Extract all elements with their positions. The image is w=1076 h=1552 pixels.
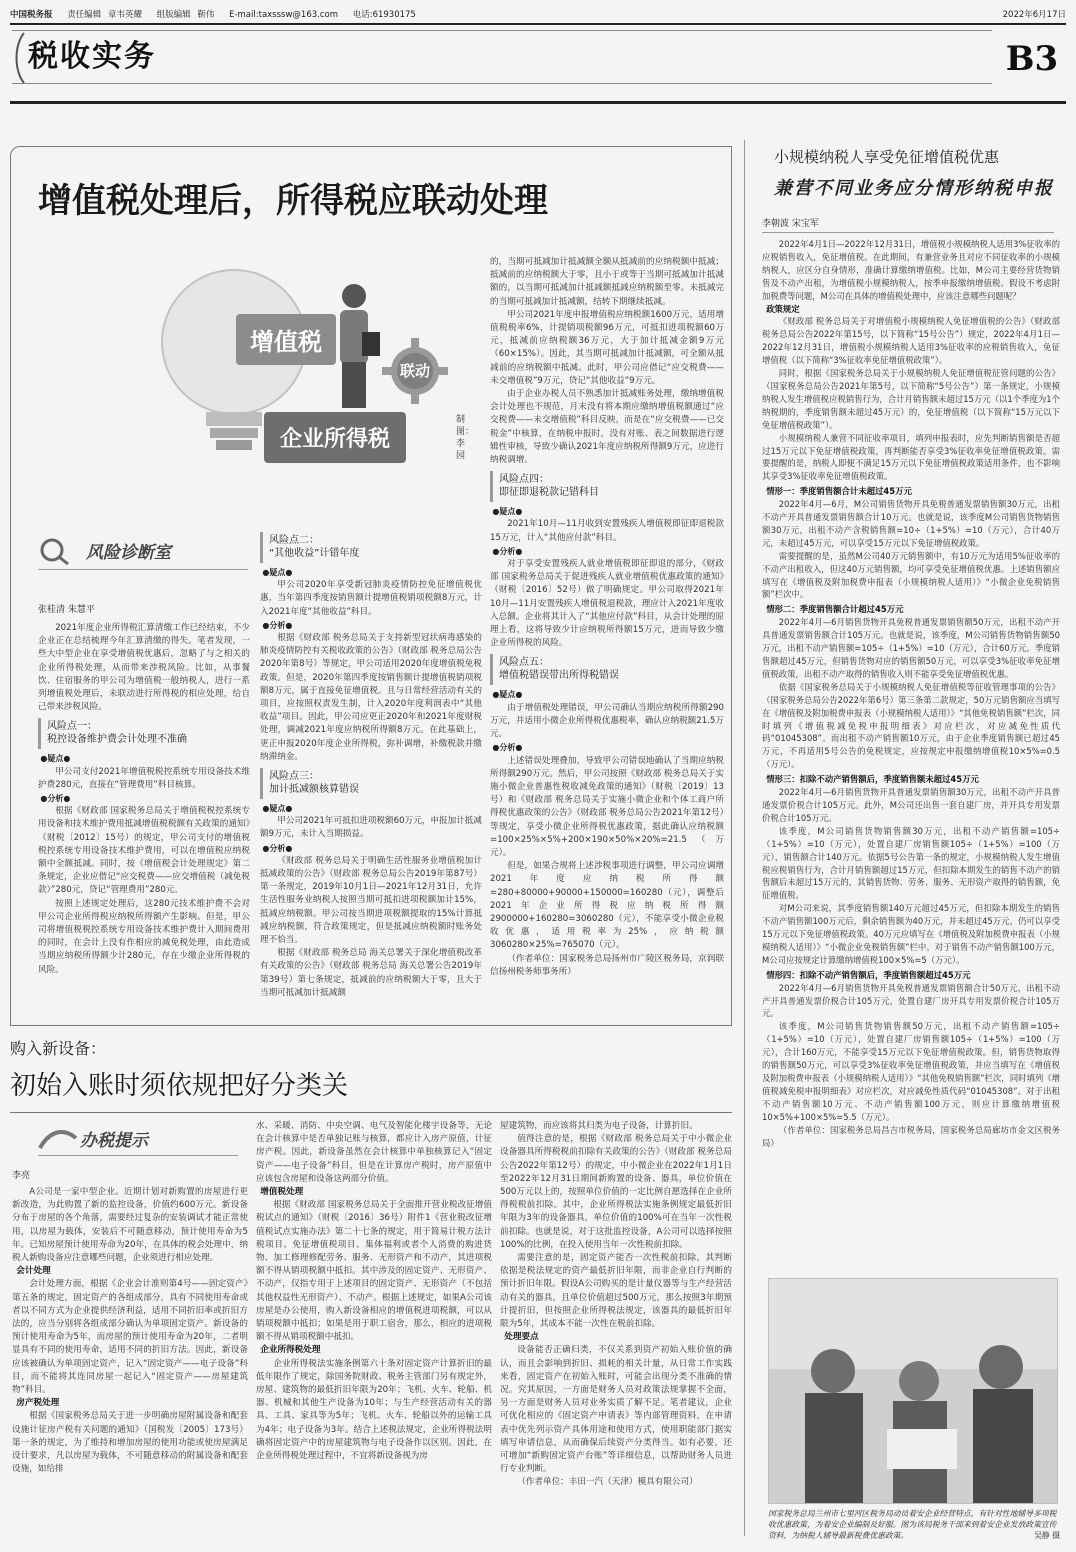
paragraph: 该季度，M公司销售货物销售额30万元，出租不动产销售额=105÷（1+5%）=10（万元），处置自建厂房销售额105÷（1+5%）=100（万元），销售额合计140万元。依据5号公告第一条的规定，小规模纳税人发生增值税应税销售行为，合计月销售额超过15万元，但扣除本期发生的销售不动产的销售额后未超过15万元的，其销售货物、劳务、服务、无形资产取得的销售额，免征增值税。 — [762, 825, 1060, 901]
section-tag: ●疑点● — [40, 754, 71, 764]
paragraph: 对M公司来说，其季度销售额140万元超过45万元，但扣除本期发生的销售不动产销售额100万元后，剩余销售额为40万元，并未超过45万元，仍可以享受15万元以下免征增值税政策。40万元应填写在《增值税及附加税费申报表（小规模纳税人适用）》“小微企业免税销售额”栏中。对于销售不动产销售额100万元，M公司应按规定计算缴纳增值税100×5%=5（万元）。 — [762, 903, 1060, 965]
paragraph: 由于企业办税人员不熟悉加计抵减账务处理，缴纳增值税会计处理也不规范，月末没有将本期应缴纳增值税额通过“应交税费——未交增值税”科目反映，而是在“应交税费——已交税金”中核算，在纳税申报时，没有对账、表之间数据进行逻辑性审核，导致少确认2021年度应纳税所得额9万元，应进行纳税调增。 — [490, 389, 724, 466]
paragraph: 上述错误处理叠加，导致甲公司错误地确认了当期应纳税所得额290万元。然后，甲公司按照《财政部 税务总局关于实施小微企业普惠性税收减免政策的通知》（财税〔2019〕13号）和《财政部 税务总局关于实施小微企业和个体工商户所得税优惠政策的公告》（财政部 税务总局公告2021年第12号）等规定，享受小微企业所得税优惠政策，据此确认应纳税额=100×25%×5%+200×190×50%×20%=21.5（万元）。 — [490, 755, 724, 858]
phone-text: 电话:61930175 — [352, 10, 416, 20]
paragraph: 甲公司支付2021年增值税税控系统专用设备技术维护费280元，直接在“管理费用”科目核算。 — [38, 766, 250, 790]
section-banner — [12, 30, 992, 84]
article1-column-1 — [38, 622, 250, 1022]
paragraph: 设备能否正确归类，不仅关系到资产初始入账价值的确认，而且会影响到折旧、损耗的相关计量，从日常工作实践来看，固定资产在初始入账时，可能会出现分类不准确的情况。究其原因，一方面是财务人员对政策法规掌握不全面，另一方面是财务人员对业务实质了解不足。笔者建议，企业可优化相应的《固定资产申请表》等内部管理资料，在申请表中优先列示资产具体用途和使用方式，使用职能部门据实填写申请信息，从而确保后续资产分类得当。如有必要，还可增加“新购固定资产台账”等详细信息，以帮助财务人员进行专业判断。 — [500, 1345, 732, 1475]
subheading: 增值税处理 — [260, 1187, 304, 1198]
brush-stroke-icon — [38, 1124, 78, 1154]
article1-illustration — [144, 262, 474, 472]
paragraph: 根据《财政部 税务总局 海关总署关于深化增值税改革有关政策的公告》（财政部 税务总局 海关总署公告2019年第39号）第七条规定，抵减前的应纳税额大于零，且大于当期可抵减加计抵减额 — [260, 948, 482, 998]
photo-credit: 吴静 摄 — [1034, 1531, 1060, 1540]
email-text: E-mail:taxsssw@163.com — [229, 10, 338, 20]
risk-point-heading: 风险点二： “其他收益”计错年度 — [260, 532, 482, 563]
paragraph: 对于享受安置残疾人就业增值税即征即退的部分，《财政部 国家税务总局关于促进残疾人就业增值税优惠政策的通知》（财税〔2016〕52号）做了明确规定。甲公司取得2021年10月—11月安置残疾人增值税退税款，理应计入2021年度收入总额。企业将其计入了“其他应付款”科目，从会计处理的原理上看，这将导致少计应纳税所得额15万元，进而导致少缴企业所得税的风险。 — [490, 559, 724, 649]
page-number: B3 — [1005, 39, 1059, 79]
section-tag: ●疑点● — [262, 804, 293, 814]
scenario-heading: 情形四：扣除不动产销售额后，季度销售额超过45万元 — [766, 969, 971, 980]
vat-label: 增值税 — [236, 314, 336, 365]
paragraph: 同时，根据《国家税务总局关于小规模纳税人免征增值税征管问题的公告》（国家税务总局公告2021年第5号，以下简称“5号公告”）第一条规定，小规模纳税人发生增值税应税销售行为，合计月销售额未超过15万元（以1个季度为1个纳税期的，季度销售额未超过45万元）的，免征增值税（以下简称“15万元以下免征增值税政策”）。 — [762, 368, 1060, 430]
paragraph: 甲公司2020年享受新冠肺炎疫情防控免征增值税优惠，当年第四季度按销售额计提增值税销项税额8万元，计入2021年度“其他收益”科目。 — [260, 580, 482, 617]
paragraph: （作者单位：丰田一汽（天津）模具有限公司） — [517, 1477, 698, 1488]
paragraph: 2022年4月—6月销售货物开具免税普通发票销售额合计50万元，出租不动产开具普通发票价税合计105万元，处置自建厂房开具专用发票价税合计105万元。 — [762, 982, 1060, 1019]
paragraph: 根据《财政部 国家税务总局关于全面推开营业税改征增值税试点的通知》（财税〔2016〕36号）附件1《营业税改征增值税试点实施办法》第二十七条的规定，用于简易计税方法计税项目、免征增值税项目、集体福利或者个人消费的购进货物、加工修理修配劳务、服务、无形资产和不动产，其进项税额不得从销项税额中抵扣。其中涉及的固定资产、无形资产、不动产，仅指专用于上述项目的固定资产、无形资产（不包括其他权益性无形资产）、不动产。根据上述规定，如果A公司该房屋是办公使用，购入新设备相应的增值税进项税额，可以从销项税额中抵扣；如果是用于职工宿舍，那么，相应的进项税额不得从销项税额中抵扣。 — [256, 1200, 492, 1343]
article3-column-1 — [12, 1186, 248, 1544]
article3-column-2 — [256, 1120, 492, 1544]
risk-point-heading: 风险点三： 加计抵减额核算错误 — [260, 768, 482, 799]
risk-point-heading: 风险点一： 税控设备维护费会计处理不准确 — [38, 718, 250, 749]
section-tag: ●分析● — [492, 546, 523, 556]
issue-date: 2022年6月17日 — [1002, 10, 1066, 20]
paragraph: 需要提醒的是，虽然M公司40万元销售额中，有10万元为适用5%征收率的不动产出租收入，但这40万元销售额，均可享受免征增值税优惠。上述销售额应填写在《增值税及附加税费申报表（小规模纳税人适用）》“小微企业免税销售额”栏次中。 — [762, 550, 1060, 600]
article3-author: 李亮 — [12, 1171, 31, 1181]
paragraph: 根据《国家税务总局关于进一步明确房屋附属设备和配套设施计征房产税有关问题的通知》（国税发〔2005〕173号）第一条的规定，为了维持和增加房屋的使用功能或使房屋满足设计要求，凡以房屋为载体，不可随意移动的附属设备和配套设施，如给排 — [12, 1411, 248, 1475]
paragraph: 水、采暖、消防、中央空调、电气及智能化楼宇设备等，无论在会计核算中是否单独记账与核算，都应计入房产原值，计征房产税。因此，新设备虽然在会计核算中单独核算记入“固定资产——电子设备”科目，但是在计算房产税时，房产原值中应该包含房屋和设备这两部分价值。 — [256, 1121, 492, 1184]
article1-column-3 — [490, 256, 724, 1022]
paragraph: 屋建筑物，而应该将其归类为电子设备，计算折旧。 — [500, 1121, 698, 1131]
paragraph: 依据《国家税务总局关于小规模纳税人免征增值税等征收管理事项的公告》（国家税务总局公告2022年第6号）第三条第二款规定，50万元销售额应当填写在《增值税及附加税费申报表（小规模纳税人适用）》“其他免税销售额”栏次，同时填列《增值税减免税申报明细表》对应栏次，对应减免性质代码“01045308”。而出租不动产销售额10万元，由于企业季度销售额已超过45万元，不再适用5号公告的免税规定，应按规定申报缴纳增值税10×5%=0.5（万元）。 — [762, 681, 1060, 770]
businesswoman-figure — [322, 282, 392, 442]
header-bottom-rule — [10, 101, 1066, 104]
tax-officers-photo — [769, 1279, 1058, 1504]
section-tag: ●分析● — [262, 620, 293, 630]
magnifier-icon — [38, 536, 88, 566]
paragraph: 甲公司2021年可抵扣进项税额60万元，申报加计抵减额9万元，未计入当期损益。 — [260, 816, 482, 840]
article2-author: 李朝波 宋宝军 — [762, 219, 819, 229]
paragraph: 按照上述规定处理后，这280元技术维护费不会对甲公司企业所得税应纳税所得额产生影响。但是，甲公司将增值税税控系统专用设备技术维护费计入期间费用的同时，在会计上没有作相应的减免税处理，由此造成当期应纳税所得额少计280元，存在少缴企业所得税的风险。 — [38, 898, 250, 975]
paragraph: 2022年4月—6月销售货物开具免税普通发票销售额50万元，出租不动产开具普通发票销售额合计105万元。也就是说，该季度，M公司销售货物销售额50万元，出租不动产销售额=105÷（1+5%）=10（万元），合计60万元。季度销售额超过45万元，但销售货物对应的销售额50万元，可以享受3%征收率免征增值税政策，出租不动产取得的销售收入则不能享受免征增值税优惠。 — [762, 617, 1060, 679]
paragraph: 但是，如果合规将上述涉税事项进行调整，甲公司应调增2021年度应纳税所得额=280+80000+90000+150000=160280（元），调整后2021年企业所得税应纳税所得额2900000+160280=3060280（元），不能享受小微企业税收优惠，适用税率为25%，应纳税额3060280×25%=765070（元）。 — [490, 861, 724, 951]
paragraph: 根据《财政部 税务总局关于支持新型冠状病毒感染的肺炎疫情防控有关税收政策的公告》（财政部 税务总局公告2020年第8号）等规定，甲公司适用2020年度增值税免税政策。但是，2020年第四季度按销售额计提增值税销项税额8万元，属于直接免征增值税。且与日常经营活动有关的项目，应按照权责发生制，计入2020年度利润表中“其他收益”项目。因此，甲公司应更正2020年和2021年度财税处理，调减2021年度应纳税所得额8万元。在此基础上，更正申报2020年度企业所得税，弥补调增，补缴税款并缴纳滞纳金。 — [260, 633, 482, 762]
article1-headline: 增值税处理后，所得税应联动处理 — [38, 181, 548, 221]
scenario-heading: 情形二：季度销售额合计超过45万元 — [766, 604, 904, 615]
cit-label: 企业所得税 — [264, 412, 406, 463]
paragraph: A公司是一家中型企业。近期计划对新购置的房屋进行更新改造，为此购置了新的监控设备，价值约600万元。新设备分布于房屋的各个角落，需要经过复杂的安装调试才能正常使用，以房屋为载体，安装后不可随意移动，预计使用寿命为5年。已知房屋预计使用寿命为20年，在具体的税会处理中，纳税人新购设备应注意哪些问题，企业须进行相应处理。 — [12, 1187, 248, 1264]
editor-label: 责任编辑 — [67, 10, 102, 20]
section-tag: ●分析● — [40, 794, 71, 804]
article3-column-3 — [500, 1120, 732, 1544]
subheading: 政策规定 — [766, 303, 800, 314]
subheading: 房产税处理 — [16, 1398, 60, 1409]
paragraph: （作者单位：国家税务总局昌吉市税务局，国家税务总局廊坊市金文区税务局） — [762, 1124, 1060, 1148]
subheading: 企业所得税处理 — [260, 1345, 321, 1356]
section-title: 税收实务 — [28, 39, 156, 74]
risk-point-heading: 风险点四： 即征即退税款记错科目 — [490, 471, 724, 502]
paragraph: 2022年4月—6月，M公司销售货物开具免税普通发票销售额30万元，出租不动产开具普通发票销售额合计10万元。也就是说，该季度M公司销售货物销售额30万元，出租不动产含税销售额=10÷（1+5%）=10（万元），合计40万元，未超过45万元，可以享受15万元以下免征增值税政策。 — [762, 499, 1060, 548]
paragraph: 该季度，M公司销售货物销售额50万元，出租不动产销售额=105÷（1+5%）=10（万元），处置自建厂房销售额105÷（1+5%）=100（万元），合计160万元，不能享受15万元以下免征增值税政策。但，销售货物取得的销售额50万元，可以享受3%征收率免征增值税政策，并应当填写在《增值税及附加税费申报表（小规模纳税人适用）》“其他免税销售额”栏次，同时填列《增值税减免税申报明细表》对应栏次，对应减免性质代码“01045308”。对于出租不动产销售额10万元、不动产销售额100万元，则应计算缴纳增值税10×5%+100×5%=5.5（万元）。 — [762, 1021, 1060, 1122]
paper-name: 中国税务报 — [10, 10, 53, 20]
paragraph: 的，当期可抵减加计抵减额全额从抵减前的应纳税额中抵减；抵减前的应纳税额大于零，且小于或等于当期可抵减加计抵减额的，以当期可抵减加计抵减额抵减应纳税额至零。未抵减完的当期可抵减加计抵减额，结转下期继续抵减。 — [490, 257, 724, 307]
paragraph: 会计处理方面，根据《企业会计准则第4号——固定资产》第五条的规定，固定资产的各组成部分，具有不同使用寿命或者以不同方式为企业提供经济利益，适用不同折旧率或折旧方法的，应当分别将各组成部分确认为单项固定资产。新设备的预计使用寿命为5年，而房屋的预计使用寿命为20年，二者明显具有不同的使用寿命，适用不同的折旧方法。因此，新设备应该被确认为单项固定资产，记入“固定资产——电子设备”科目，而不能将其连同房屋一起记入“固定资产——房屋建筑物”科目。 — [12, 1279, 248, 1396]
layout-editor-name: 靳伟 — [197, 10, 215, 20]
masthead-bar — [10, 8, 1066, 22]
paragraph: 值得注意的是，根据《财政部 税务总局关于中小微企业设备器具所得税税前扣除有关政策的公告》（财政部 税务总局公告2022年第12号）的规定，中小微企业在2022年1月1日至2022年12月31日期间新购置的设备、器具，单位价值在500万元以上的，按照单位价值的一定比例自愿选择在企业所得税税前扣除。其中，企业所得税法实施条例规定最低折旧年限为3年的设备器具，单位价值的100%可在当年一次性税前扣除。也就是说，对于这批监控设备，A公司可以选择按照100%的比例，在投入使用当年一次性税前扣除。 — [500, 1134, 732, 1250]
article3-headline-rule — [10, 1112, 732, 1113]
paragraph: 小规模纳税人兼营不同征收率项目，填列申报表时，应先判断销售额是否超过15万元以下免征增值税政策，再判断能否享受3%征收率免征增值税政策。需要提醒的是，纳税人即便不满足15万元以下免征增值税政策适用条件，也不影响其享受3%征收率免征增值税政策。 — [762, 432, 1060, 482]
paragraph: 由于增值税处理错误，甲公司确认当期应纳税所得额290万元，并适用小微企业所得税优惠税率，确认应纳税额21.5万元。 — [490, 702, 724, 740]
section-tag: ●分析● — [262, 843, 293, 853]
link-label: 联动 — [399, 362, 430, 380]
paragraph: （作者单位：国家税务总局扬州市广陵区税务局，京润联信扬州税务师事务所） — [490, 953, 724, 977]
article1-column-2 — [260, 528, 482, 1022]
paragraph: 企业所得税法实施条例第六十条对固定资产计算折旧的最低年限作了规定，除国务院财政、税务主管部门另有规定外，房屋、建筑物的最低折旧年限为20年；飞机、火车、轮船、机器、机械和其他生产设备为10年；与生产经营活动有关的器具、工具、家具等为5年；飞机、火车、轮船以外的运输工具为4年；电子设备为3年。结合上述税法规定，企业所得税法明确将固定资产中的房屋建筑物与电子设备作以区别。因此，在企业所得税处理过程中，不宜将新设备视为房 — [256, 1358, 492, 1462]
top-rule — [10, 23, 1066, 25]
article3-kicker: 购入新设备： — [10, 1039, 107, 1058]
tax-tip-column-logo — [38, 1122, 238, 1156]
article2-headline: 兼营不同业务应分情形纳税申报 — [774, 178, 1054, 199]
article3-headline: 初始入账时须依规把好分类关 — [10, 1071, 349, 1101]
illustration-credit: 制图：李 园 — [456, 415, 475, 461]
paragraph: 2021年10月—11月收到安置残疾人增值税即征即退税款15万元，计入“其他应付款”科目。 — [490, 519, 724, 543]
article2-kicker: 小规模纳税人享受免征增值税优惠 — [774, 148, 1000, 166]
risk-point-heading: 风险点五： 增值税错误带出所得税错误 — [490, 654, 724, 685]
paragraph: 需要注意的是，固定资产能否一次性税前扣除，其判断依据是税法规定的资产最低折旧年限，而非企业自行判断的预计折旧年限。假设A公司购买的是计量仪器等与生产经营活动有关的器具，且单位价值超过500万元，那么按照3年期预计提折旧，但按照企业所得税法规定，该器具的最低折旧年限为5年，其成本不能一次性在税前扣除。 — [500, 1253, 732, 1330]
layout-editor-label: 组版编辑 — [156, 10, 191, 20]
risk-column-logo — [38, 534, 248, 570]
editor-name: 章韦英耀 — [107, 10, 142, 20]
scenario-heading: 情形一：季度销售额合计未超过45万元 — [766, 486, 912, 497]
section-tag: ●疑点● — [492, 690, 523, 700]
tax-tip-column-title: 办税提示 — [80, 1131, 148, 1151]
paragraph: 《财政部 税务总局关于对增值税小规模纳税人免征增值税的公告》（财政部 税务总局公告2022年第15号，以下简称“15号公告”）规定，2022年4月1日—2022年12月31日，增值税小规模纳税人适用3%征收率的应税销售收入，免征增值税（以下简称“3%征收率免征增值税政策”）。 — [762, 316, 1060, 366]
section-tag: ●分析● — [492, 743, 523, 753]
subheading: 会计处理 — [16, 1266, 51, 1277]
article2-column — [762, 238, 1060, 1272]
section-tag: ●疑点● — [492, 507, 523, 517]
paragraph: 2022年4月1日—2022年12月31日，增值税小规模纳税人适用3%征收率的应税销售收入，免征增值税。在此期间，有兼营业务且对应不同征收率的小规模纳税人，应区分自身情形，准确计算缴纳增值税。比如，M公司主要经营货物销售及不动产出租，为增值税小规模纳税人，按季申报缴纳增值税。假设不考虑附加税费等问题，M公司在具体的增值税处理中，应该注意哪些问题呢？ — [762, 239, 1060, 301]
paragraph: 2022年4月—6月销售货物开具普通发票销售额30万元，出租不动产开具普通发票价税合计105万元。此外，M公司还出售一套自建厂房，并开具专用发票价税合计105万元。 — [762, 787, 1060, 823]
paragraph: 甲公司2021年度申报增值税应纳税额1600万元，适用增值税税率6%，计提销项税额96万元，可抵扣进项税额60万元，抵减前应纳税额36万元，大于加计抵减金额9万元（60×15%）。因此，其当期可抵减加计抵减额，可全额从抵减前的应纳税额中抵减。此时，甲公司应借记“应交税费——未交增值税”9万元，贷记“其他收益”9万元。 — [490, 309, 724, 386]
subheading: 处理要点 — [504, 1332, 539, 1343]
article2-photo — [768, 1278, 1058, 1504]
photo-caption — [768, 1508, 1060, 1541]
paragraph: 2021年度企业所得税汇算清缴工作已经结束，不少企业正在总结梳理今年汇算清缴的得失。笔者发现，一些大中型企业在享受增值税优惠后，忽略了与之相关的企业所得税处理，从而带来涉税风险。比如，从事餐饮、住宿服务的甲公司为增值税一般纳税人，进行一系列增值税处理后，未联动进行所得税的相应处理，给自己带来涉税风险。 — [38, 623, 250, 713]
risk-column-title: 风险诊断室 — [86, 543, 171, 563]
section-swoosh-icon — [12, 31, 26, 85]
section-tag: ●疑点● — [262, 568, 293, 577]
paragraph: 根据《财政部 国家税务总局关于增值税税控系统专用设备和技术维护费用抵减增值税税额有关政策的通知》（财税〔2012〕15号）的规定，甲公司支付的增值税税控系统专用设备技术维护费用，可以在增值税应纳税额中全额抵减。同时，按《增值税会计处理规定》第二条规定，企业应借记“应交税费——应交增值税（减免税款）”280元，贷记“管理费用”280元。 — [38, 806, 250, 896]
scenario-heading: 情形三：扣除不动产销售额后，季度销售额未超过45万元 — [766, 774, 979, 785]
right-column-divider — [744, 140, 745, 1536]
article1-author: 张桂清 朱慧平 — [38, 605, 95, 615]
paragraph: 《财政部 税务总局关于明确生活性服务业增值税加计抵减政策的公告》（财政部 税务总局公告2019年第87号）第一条规定，2019年10月1日—2021年12月31日，允许生活性服务业纳税人按照当期可抵扣进项税额加计15%，抵减应纳税额。甲公司按当期进项税额提取的15%计算抵减应纳税额，符合政策规定，但是抵减应纳税额时账务处理不恰当。 — [260, 855, 482, 946]
article2-author-rule — [762, 232, 1054, 233]
photo-caption-text: 国家税务总局兰州市七里河区税务局动员着安企业经营特点，有针对性地辅导多项税收优惠政策，为着安企业编制及好服。图为该局税务干部来到着安企业发放政策宣传资料，为纳税人辅导最新税费优惠政策。 — [768, 1509, 1057, 1540]
